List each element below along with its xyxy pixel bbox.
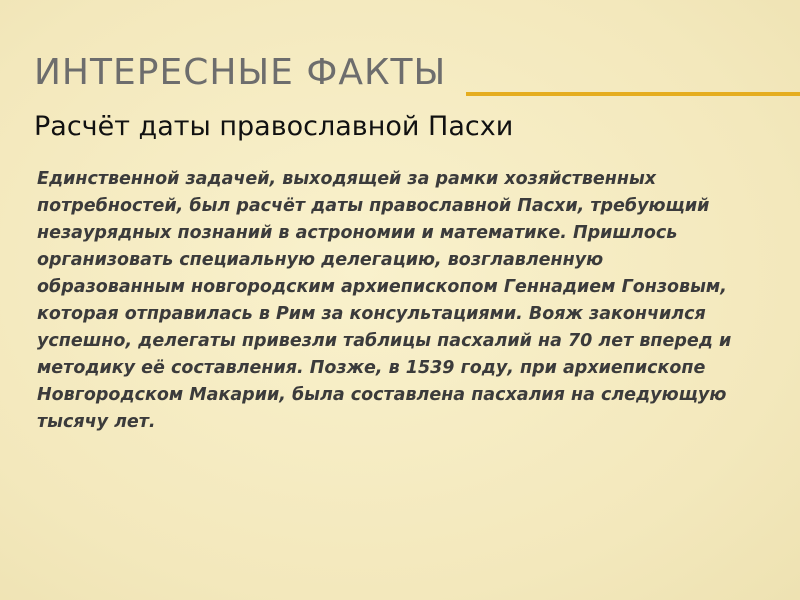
slide-subtitle: Расчёт даты православной Пасхи [34,111,514,142]
slide-body-text: Единственной задачей, выходящей за рамки хозяйственных потребностей, был расчёт даты православной Пасхи, требующий незаурядных познаний в астрономии и математике. Пришлось организовать специальную делегацию, возглавленную образованным новгородским архиепископом Геннадием Гонзовым, которая отправилась в Рим за консультациями. Вояж закончился успешно, делегаты привезли таблицы пасхалий на 70 лет вперед и методику её составления. Позже, в 1539 году, при архиепископе Новгородском Макарии, была составлена пасхалия на следующую тысячу лет. [37,169,732,432]
title-accent-line [466,92,800,96]
slide-title: ИНТЕРЕСНЫЕ ФАКТЫ [34,52,447,93]
